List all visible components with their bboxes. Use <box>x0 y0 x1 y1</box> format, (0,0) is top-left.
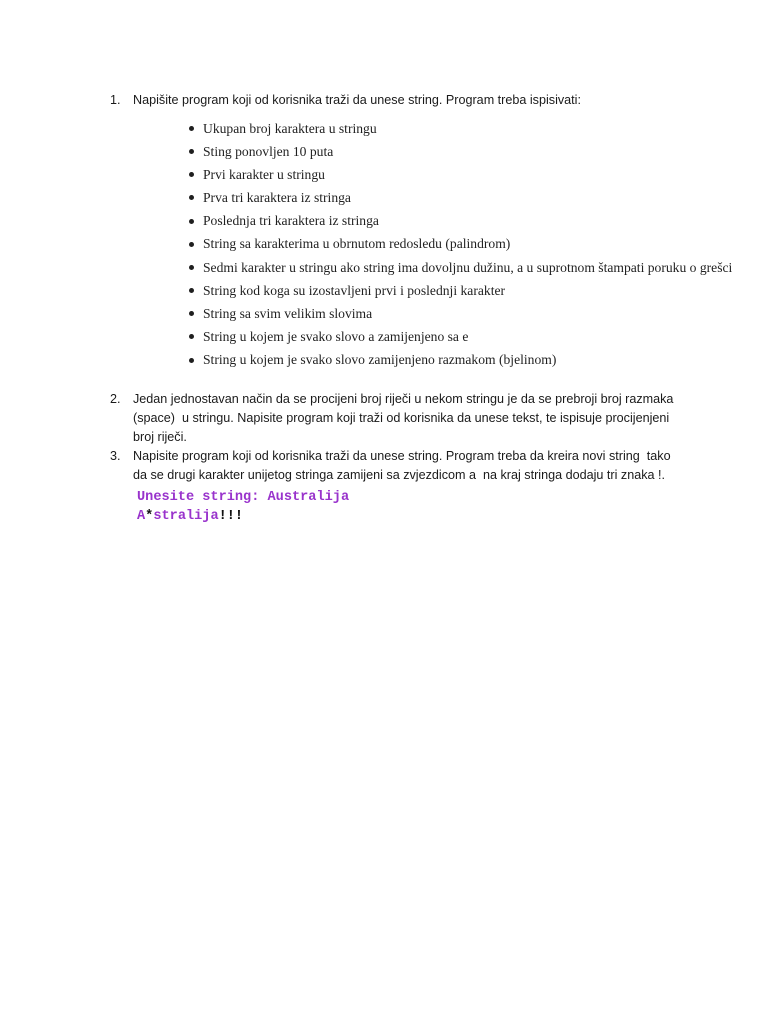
console-output-example <box>137 488 349 526</box>
bullet-icon <box>189 219 194 224</box>
item-text-line: Napišite program koji od korisnika traži da unese string. Program treba ispisivati: <box>133 92 581 107</box>
bullet-text: Prvi karakter u stringu <box>203 166 325 182</box>
bullet-icon <box>189 265 194 270</box>
list-number: 1. <box>110 92 121 107</box>
item-text <box>133 447 671 485</box>
console-result-segment: A <box>137 508 146 524</box>
bullet-text: String u kojem je svako slovo zamijenjeno razmakom (bjelinom) <box>203 352 557 368</box>
bullet-icon <box>189 358 194 363</box>
bullet-text: String sa karakterima u obrnutom redosledu (palindrom) <box>203 236 511 252</box>
console-result-line <box>137 507 349 526</box>
list-number: 2. <box>110 391 121 406</box>
bullet-text: String sa svim velikim slovima <box>203 306 373 321</box>
bullet-icon <box>189 126 194 131</box>
bullet-icon <box>189 334 194 339</box>
bullet-icon <box>189 172 194 177</box>
console-prompt-line: Unesite string: Australija <box>137 489 350 505</box>
bullet-icon <box>189 288 194 293</box>
item-text <box>133 91 581 110</box>
item-text-line: Napisite program koji od korisnika traži da unese string. Program treba da kreira novi string tako <box>133 448 671 463</box>
bullet-text: Sedmi karakter u stringu ako string ima dovoljnu dužinu, a u suprotnom štampati poruku o grešci <box>203 259 733 275</box>
item-text-line: Jedan jednostavan način da se procijeni broj riječi u nekom stringu je da se prebroji broj razmaka <box>133 391 674 406</box>
bullet-text: String kod koga su izostavljeni prvi i poslednji karakter <box>203 282 506 298</box>
item-text-line: (space) u stringu. Napisite program koji traži od korisnika da unese tekst, te ispisuje procijenjeni <box>133 410 670 425</box>
item-text <box>133 390 673 447</box>
bullet-icon <box>189 195 194 200</box>
bullet-text: Prva tri karaktera iz stringa <box>203 190 351 206</box>
bullet-icon <box>189 242 194 247</box>
item-text-line: broj riječi. <box>133 429 187 444</box>
console-result-segment: stralija <box>153 508 219 524</box>
bullet-icon <box>189 311 194 316</box>
list-number: 3. <box>110 448 121 463</box>
bullet-text: Ukupan broj karaktera u stringu <box>203 120 377 136</box>
bullet-text: String u kojem je svako slovo a zamijenjeno sa e <box>203 329 469 345</box>
bullet-icon <box>189 149 194 154</box>
console-result-segment: !!! <box>218 508 244 524</box>
item-text-line: da se drugi karakter unijetog stringa zamijeni sa zvjezdicom a na kraj stringa dodaju tri znaka !. <box>133 467 665 482</box>
bullet-text: Sting ponovljen 10 puta <box>203 143 334 159</box>
console-result-segment: * <box>145 508 154 524</box>
bullet-text: Poslednja tri karaktera iz stringa <box>203 213 379 229</box>
